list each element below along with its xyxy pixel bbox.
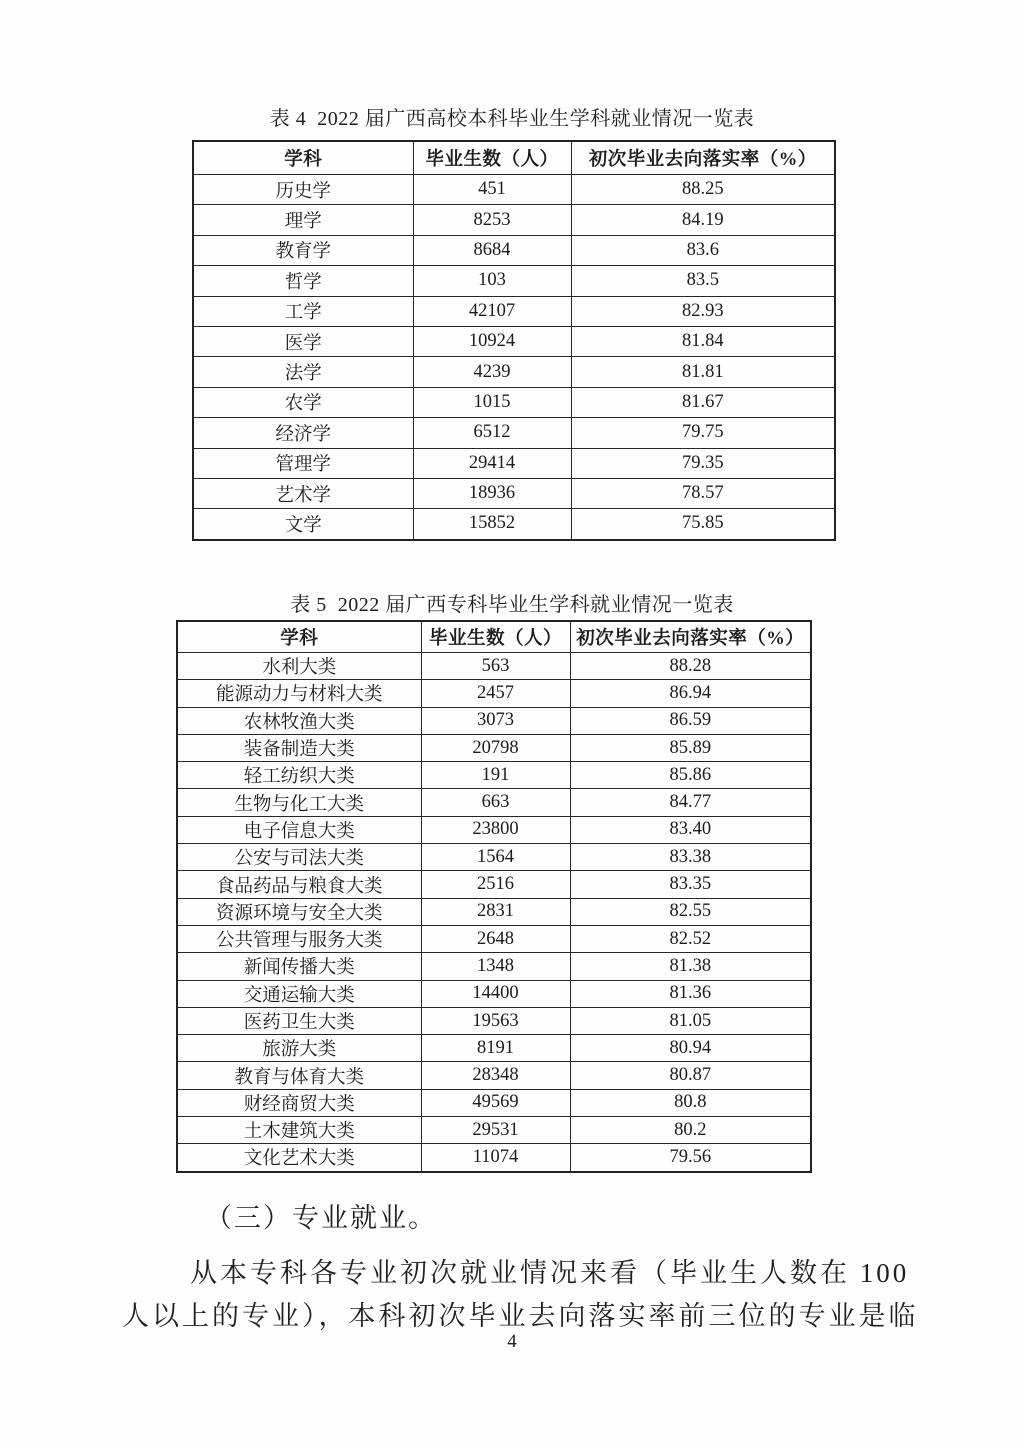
- table-cell: 8684: [413, 235, 571, 265]
- table-cell: 文化艺术大类: [177, 1144, 421, 1172]
- table5-vocational-employment: [176, 620, 812, 1173]
- table-cell: 103: [413, 266, 571, 296]
- table-cell: 公安与司法大类: [177, 844, 421, 871]
- table-cell: 农学: [193, 387, 413, 417]
- table-row: [177, 1089, 811, 1116]
- table-row: [193, 357, 835, 387]
- table4-title: 表 4 2022 届广西高校本科毕业生学科就业情况一览表: [269, 108, 755, 130]
- table-cell: 资源环境与安全大类: [177, 898, 421, 925]
- table-cell: 农林牧渔大类: [177, 707, 421, 734]
- table-cell: 经济学: [193, 418, 413, 448]
- table-cell: 81.67: [571, 387, 835, 417]
- table4-col-rate: 初次毕业去向落实率（%）: [571, 141, 835, 175]
- table-cell: 80.2: [570, 1117, 811, 1144]
- table-row: [177, 1062, 811, 1089]
- table-row: [177, 789, 811, 816]
- table-cell: 80.87: [570, 1062, 811, 1089]
- table-cell: 2516: [421, 871, 570, 898]
- table-row: [193, 266, 835, 296]
- table-cell: 83.38: [570, 844, 811, 871]
- table-cell: 8253: [413, 205, 571, 235]
- table5-title: 表 5 2022 届广西专科毕业生学科就业情况一览表: [290, 594, 734, 616]
- table-cell: 1015: [413, 387, 571, 417]
- table-cell: 法学: [193, 357, 413, 387]
- table-cell: 1564: [421, 844, 570, 871]
- table-row: [177, 816, 811, 843]
- table-row: [177, 1117, 811, 1144]
- table-cell: 82.52: [570, 925, 811, 952]
- table-cell: 哲学: [193, 266, 413, 296]
- table-cell: 83.40: [570, 816, 811, 843]
- table-cell: 79.35: [571, 448, 835, 478]
- table4-header: [193, 141, 835, 175]
- table-cell: 42107: [413, 296, 571, 326]
- table-cell: 82.93: [571, 296, 835, 326]
- table-cell: 81.38: [570, 953, 811, 980]
- table-cell: 工学: [193, 296, 413, 326]
- table-cell: 49569: [421, 1089, 570, 1116]
- table-row: [177, 898, 811, 925]
- table-cell: 85.86: [570, 762, 811, 789]
- table-row: [193, 235, 835, 265]
- table-cell: 83.35: [570, 871, 811, 898]
- table-cell: 86.94: [570, 680, 811, 707]
- table-cell: 2831: [421, 898, 570, 925]
- table-cell: 79.75: [571, 418, 835, 448]
- table-cell: 8191: [421, 1035, 570, 1062]
- table-row: [193, 478, 835, 508]
- table-cell: 28348: [421, 1062, 570, 1089]
- paragraph-line-2: 人以上的专业），本科初次毕业去向落实率前三位的专业是临: [122, 1301, 919, 1331]
- table-row: [193, 387, 835, 417]
- table-cell: 84.19: [571, 205, 835, 235]
- table-cell: 交通运输大类: [177, 980, 421, 1007]
- table-cell: 11074: [421, 1144, 570, 1172]
- table-cell: 文学: [193, 509, 413, 540]
- table4-col-graduates: 毕业生数（人）: [413, 141, 571, 175]
- table-cell: 10924: [413, 326, 571, 356]
- table5-col-graduates: 毕业生数（人）: [421, 621, 570, 653]
- table-row: [177, 1035, 811, 1062]
- table-row: [177, 762, 811, 789]
- table-cell: 新闻传播大类: [177, 953, 421, 980]
- table-row: [177, 653, 811, 680]
- table-row: [177, 953, 811, 980]
- table-row: [193, 205, 835, 235]
- paragraph-line-1: 从本专科各专业初次就业情况来看（毕业生人数在 100: [190, 1258, 910, 1288]
- table-row: [193, 509, 835, 540]
- table-cell: 历史学: [193, 175, 413, 205]
- page-number: 4: [507, 1331, 517, 1352]
- table-row: [193, 296, 835, 326]
- table-cell: 18936: [413, 478, 571, 508]
- table-cell: 4239: [413, 357, 571, 387]
- table-cell: 81.81: [571, 357, 835, 387]
- table-cell: 88.25: [571, 175, 835, 205]
- table-cell: 19563: [421, 1007, 570, 1034]
- table-row: [193, 175, 835, 205]
- table-row: [177, 1144, 811, 1172]
- table-cell: 能源动力与材料大类: [177, 680, 421, 707]
- table5-header: [177, 621, 811, 653]
- table-cell: 教育学: [193, 235, 413, 265]
- table-row: [177, 925, 811, 952]
- table-cell: 教育与体育大类: [177, 1062, 421, 1089]
- table-cell: 81.84: [571, 326, 835, 356]
- table-cell: 78.57: [571, 478, 835, 508]
- table-cell: 艺术学: [193, 478, 413, 508]
- table-cell: 81.36: [570, 980, 811, 1007]
- table-cell: 75.85: [571, 509, 835, 540]
- table-cell: 土木建筑大类: [177, 1117, 421, 1144]
- table-row: [177, 1007, 811, 1034]
- table-cell: 84.77: [570, 789, 811, 816]
- table-cell: 82.55: [570, 898, 811, 925]
- table-cell: 1348: [421, 953, 570, 980]
- table-cell: 191: [421, 762, 570, 789]
- table-cell: 29414: [413, 448, 571, 478]
- table-cell: 80.8: [570, 1089, 811, 1116]
- table-cell: 食品药品与粮食大类: [177, 871, 421, 898]
- table-cell: 2648: [421, 925, 570, 952]
- table-cell: 生物与化工大类: [177, 789, 421, 816]
- table4-body: [193, 175, 835, 540]
- table4-undergraduate-employment: [192, 140, 836, 541]
- table-cell: 15852: [413, 509, 571, 540]
- table-row: [177, 980, 811, 1007]
- table-cell: 29531: [421, 1117, 570, 1144]
- table-cell: 水利大类: [177, 653, 421, 680]
- table-cell: 轻工纺织大类: [177, 762, 421, 789]
- table-cell: 6512: [413, 418, 571, 448]
- table-cell: 装备制造大类: [177, 734, 421, 761]
- table-row: [177, 844, 811, 871]
- table-cell: 85.89: [570, 734, 811, 761]
- table-cell: 医学: [193, 326, 413, 356]
- table-row: [177, 871, 811, 898]
- table-cell: 旅游大类: [177, 1035, 421, 1062]
- table-row: [193, 448, 835, 478]
- table-row: [177, 707, 811, 734]
- table-cell: 451: [413, 175, 571, 205]
- table-cell: 医药卫生大类: [177, 1007, 421, 1034]
- table5-col-discipline: 学科: [177, 621, 421, 653]
- table-cell: 2457: [421, 680, 570, 707]
- table-header-row: [193, 141, 835, 175]
- table-cell: 3073: [421, 707, 570, 734]
- table-cell: 80.94: [570, 1035, 811, 1062]
- table-header-row: [177, 621, 811, 653]
- table-row: [177, 680, 811, 707]
- table-cell: 88.28: [570, 653, 811, 680]
- table-cell: 公共管理与服务大类: [177, 925, 421, 952]
- table-cell: 14400: [421, 980, 570, 1007]
- table-cell: 663: [421, 789, 570, 816]
- table-cell: 23800: [421, 816, 570, 843]
- table-cell: 81.05: [570, 1007, 811, 1034]
- section-heading: （三）专业就业。: [205, 1203, 437, 1233]
- table-cell: 79.56: [570, 1144, 811, 1172]
- table4-col-discipline: 学科: [193, 141, 413, 175]
- table-cell: 20798: [421, 734, 570, 761]
- table-cell: 理学: [193, 205, 413, 235]
- table5-body: [177, 653, 811, 1172]
- table-row: [177, 734, 811, 761]
- table-cell: 管理学: [193, 448, 413, 478]
- table-row: [193, 418, 835, 448]
- table-row: [193, 326, 835, 356]
- table-cell: 83.6: [571, 235, 835, 265]
- table-cell: 83.5: [571, 266, 835, 296]
- table-cell: 86.59: [570, 707, 811, 734]
- table-cell: 电子信息大类: [177, 816, 421, 843]
- table5-col-rate: 初次毕业去向落实率（%）: [570, 621, 811, 653]
- table-cell: 563: [421, 653, 570, 680]
- table-cell: 财经商贸大类: [177, 1089, 421, 1116]
